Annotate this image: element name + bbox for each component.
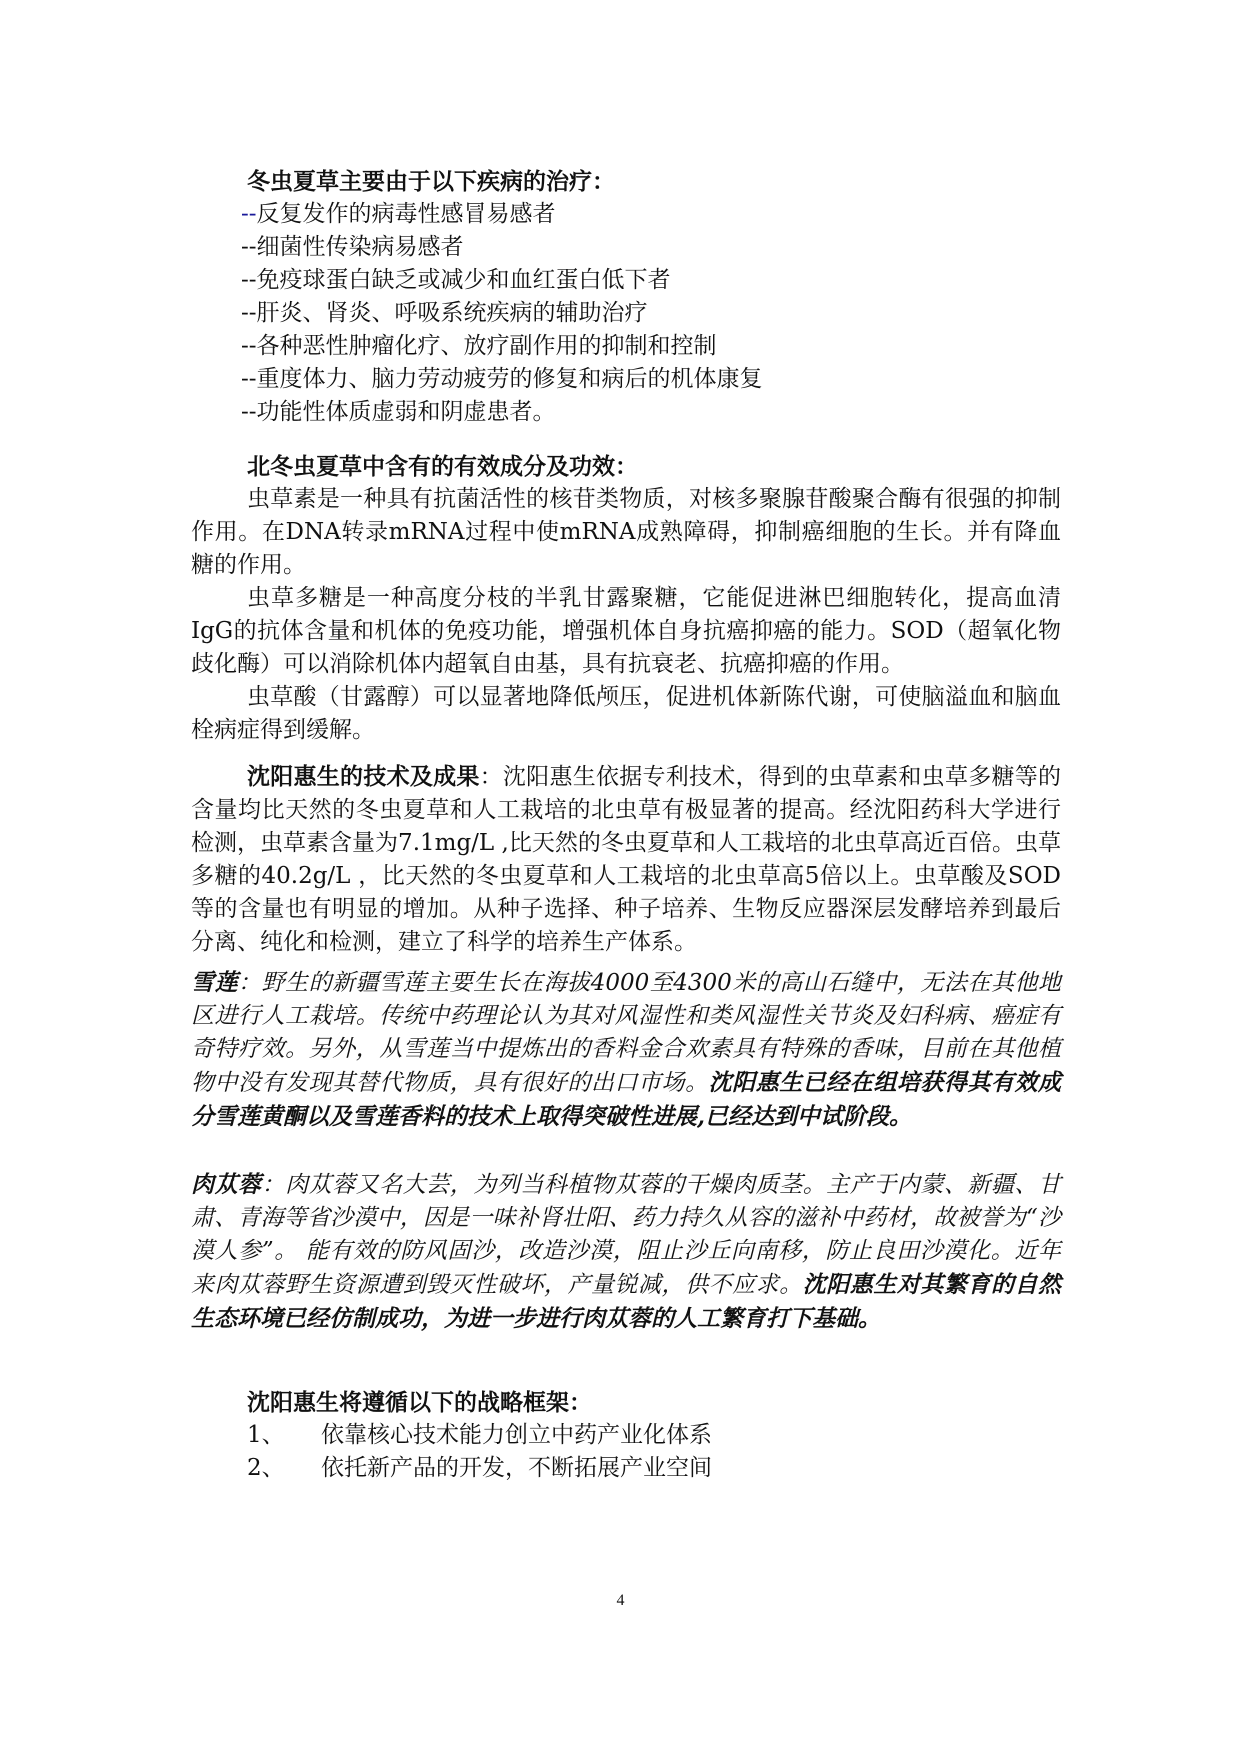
list-item: 2、 依托新产品的开发，不断拓展产业空间 <box>247 1455 712 1481</box>
list-item: --功能性体质虚弱和阴虚患者。 <box>241 399 556 425</box>
highlight-text: 沈阳惠生已经在组培获得其有效成分雪莲黄酮以及雪莲香料的技术上取得突破性进展,已经达到中试阶段。 <box>191 1069 1062 1130</box>
list-item: --肝炎、肾炎、呼吸系统疾病的辅助治疗 <box>241 300 648 326</box>
list-item: --反复发作的病毒性感冒易感者 <box>241 201 556 227</box>
section-technology <box>191 760 1061 959</box>
page-number: 4 <box>616 1592 625 1609</box>
section-diseases <box>191 165 1061 429</box>
list-item: --各种恶性肿瘤化疗、放疗副作用的抑制和控制 <box>241 333 717 359</box>
paragraph: 沈阳惠生的技术及成果：沈阳惠生依据专利技术，得到的虫草素和虫草多糖等的含量均比天然的冬虫夏草和人工栽培的北虫草有极显著的提高。经沈阳药科大学进行检测，虫草素含量为7.1mg/L ,比天然的冬虫夏草和人工栽培的北虫草高近百倍。虫草多糖的40.2g/L ，比天然的冬虫夏草和人工栽培的北虫草高5倍以上。虫草酸及SOD等的含量也有明显的增加。从种子选择、种子培养、生物反应器深层发酵培养到最后分离、纯化和检测，建立了科学的培养生产体系。 <box>191 763 1062 955</box>
section-heading: 冬虫夏草主要由于以下疾病的治疗： <box>247 168 615 195</box>
list-item: --免疫球蛋白缺乏或减少和血红蛋白低下者 <box>241 267 671 293</box>
list-item: 1、 依靠核心技术能力创立中药产业化体系 <box>247 1422 712 1448</box>
section-heading: 北冬虫夏草中含有的有效成分及功效： <box>247 453 638 480</box>
highlight-text: 沈阳惠生对其繁育的自然生态环境已经仿制成功，为进一步进行肉苁蓉的人工繁育打下基础。 <box>191 1271 1062 1332</box>
paragraph: 虫草多糖是一种高度分枝的半乳甘露聚糖，它能促进淋巴细胞转化，提高血清IgG的抗体含量和机体的免疫功能，增强机体自身抗癌抑癌的能力。SOD（超氧化物歧化酶）可以消除机体内超氧自由基，具有抗衰老、抗癌抑癌的作用。 <box>191 585 1061 677</box>
paragraph: 雪莲：野生的新疆雪莲主要生长在海拔4000至4300米的高山石缝中，无法在其他地区进行人工栽培。传统中药理论认为其对风湿性和类风湿性关节炎及妇科病、癌症有奇特疗效。另外，从雪莲当中提炼出的香料金合欢素具有特殊的香味，目前在其他植物中没有发现其替代物质，具有很好的出口市场。沈阳惠生已经在组培获得其有效成分雪莲黄酮以及雪莲香料的技术上取得突破性进展,已经达到中试阶段。 <box>191 969 1062 1130</box>
section-snow-lotus <box>191 966 1061 1134</box>
section-strategy <box>191 1386 1061 1485</box>
section-components <box>191 450 1061 747</box>
list-item: --重度体力、脑力劳动疲劳的修复和病后的机体康复 <box>241 366 763 392</box>
list-item: --细菌性传染病易感者 <box>241 234 464 260</box>
paragraph: 肉苁蓉：肉苁蓉又名大芸，为列当科植物苁蓉的干燥肉质茎。主产于内蒙、新疆、甘肃、青海等省沙漠中，因是一味补肾壮阳、药力持久从容的滋补中药材，故被誉为“沙漠人参”。 能有效的防风固沙，改造沙漠，阻止沙丘向南移，防止良田沙漠化。近年来肉苁蓉野生资源遭到毁灭性破坏，产量锐减，供不应求。沈阳惠生对其繁育的自然生态环境已经仿制成功，为进一步进行肉苁蓉的人工繁育打下基础。 <box>191 1171 1062 1332</box>
paragraph-lead: 雪莲 <box>191 969 239 996</box>
paragraph-lead: 肉苁蓉 <box>191 1171 262 1198</box>
paragraph: 虫草素是一种具有抗菌活性的核苷类物质，对核多聚腺苷酸聚合酶有很强的抑制作用。在DNA转录mRNA过程中使mRNA成熟障碍，抑制癌细胞的生长。并有降血糖的作用。 <box>191 486 1061 578</box>
paragraph: 虫草酸（甘露醇）可以显著地降低颅压，促进机体新陈代谢，可使脑溢血和脑血栓病症得到缓解。 <box>191 684 1061 743</box>
section-heading: 沈阳惠生将遵循以下的战略框架： <box>247 1389 592 1416</box>
paragraph-lead: 沈阳惠生的技术及成果 <box>247 763 480 790</box>
section-cistanche <box>191 1168 1061 1336</box>
